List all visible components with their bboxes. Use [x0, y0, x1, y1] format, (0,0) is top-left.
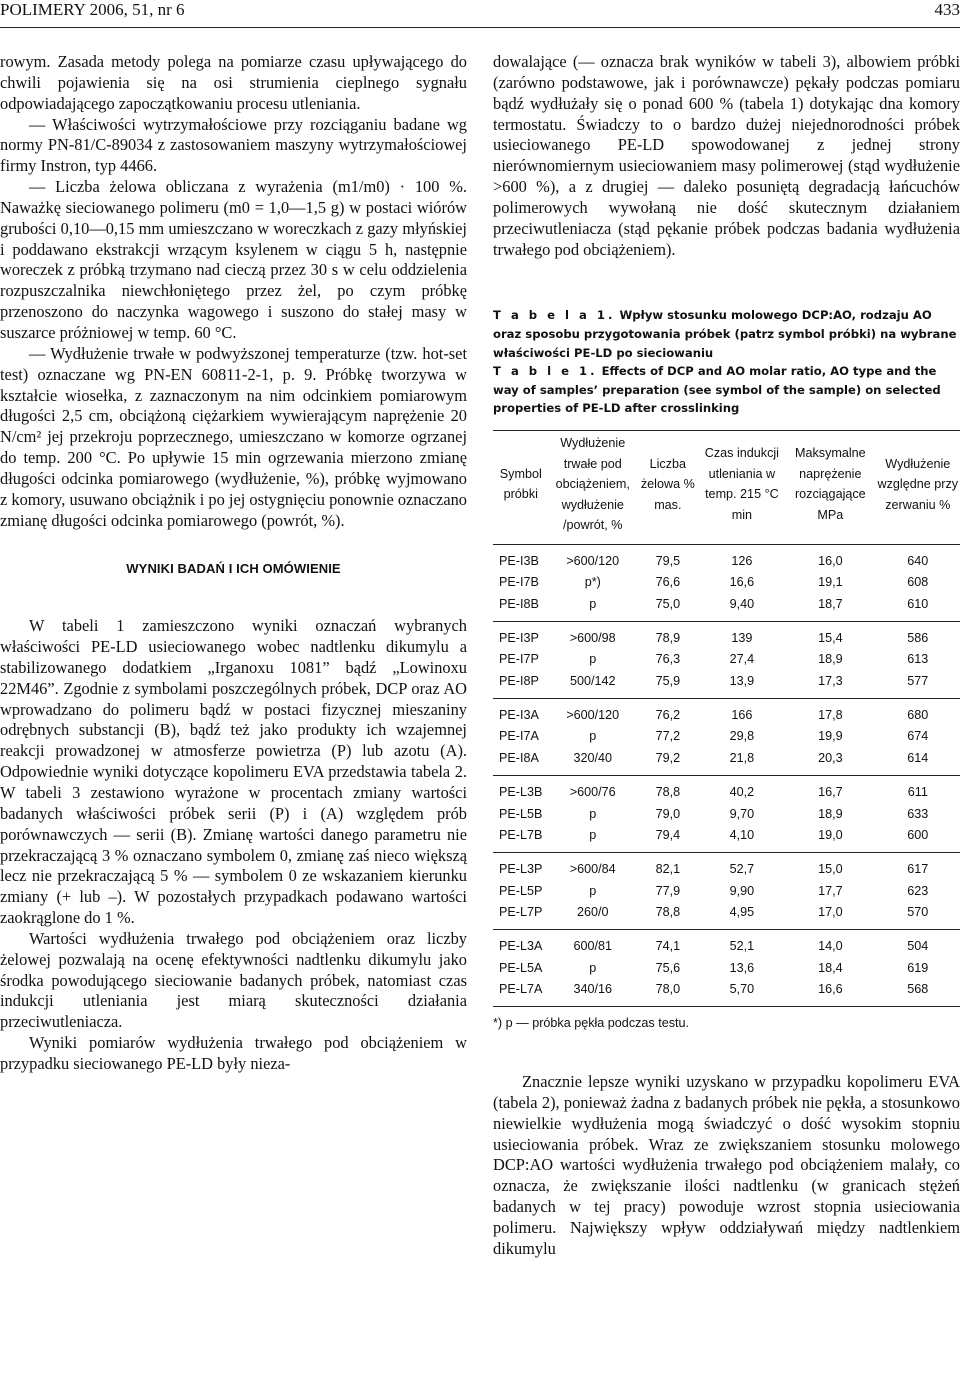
table-cell-value: 79,2 [655, 751, 681, 766]
table-cell-value: 52,1 [729, 939, 755, 954]
table-cell [637, 775, 699, 852]
table-cell-value: 18,7 [818, 596, 843, 611]
paragraph-eva: Znacznie lepsze wyniki uzyskano w przypadku kopolimeru EVA (tabela 2), ponieważ żadna z badanych próbek nie pękła, a stosunkowo niewielkie wydłużenia mogą świadczyć o dość wysokim stopniu usieciowania próbek. Wraz ze zwiększaniem stosunku molowego DCP:AO wartości wydłużenia trwałego pod obciążeniem malały, co oznacza, że zwiększanie ilości nadtlenku (w granicach stężeń badanych w tej pracy) powoduje wzrost stopnia usieciowania polimeru. Największy wpływ oddziaływań między nadtlenkiem dikumylu [493, 1072, 960, 1258]
table-row [493, 698, 960, 775]
table-cell-value: 76,2 [655, 707, 681, 722]
table-cell-value: 4,95 [729, 905, 755, 920]
paragraph-method-intro: rowym. Zasada metody polega na pomiarze czasu upływającego do chwili pojawienia się na osi strumienia cieplnego sygnału odpowiadającego zapoczątkowaniu procesu utleniania. [0, 52, 467, 113]
table-cell-value: >600/120 [566, 553, 620, 568]
table-cell-value: PE-I8B [499, 596, 539, 611]
table-cell-value: 126 [731, 553, 753, 568]
table-cell-value: 18,4 [818, 960, 843, 975]
table-cell-value: 74,1 [655, 939, 681, 954]
table-cell-value: 19,1 [818, 575, 843, 590]
table-cell [549, 775, 637, 852]
table-cell-value: 78,0 [655, 982, 681, 997]
table-cell [549, 698, 637, 775]
table-cell-value: 586 [907, 630, 929, 645]
table-cell-value: p [589, 729, 597, 744]
table-cell-value: p [589, 883, 597, 898]
table-header-row [493, 431, 960, 545]
table-cell [637, 852, 699, 929]
table-row-group [493, 544, 960, 621]
table-cell-value: p [589, 960, 597, 975]
table-cell-value: PE-L7A [499, 982, 543, 997]
table-cell-value: 78,9 [655, 630, 681, 645]
table-cell-value: 16,6 [818, 982, 843, 997]
table-cell [493, 852, 549, 929]
table-cell [699, 698, 785, 775]
paragraph-results-pe-ld: Wyniki pomiarów wydłużenia trwałego pod obciążeniem w przypadku sieciowanego PE-LD były nieza- [0, 1033, 467, 1073]
table-cell-value: PE-I7A [499, 729, 539, 744]
table-cell-value: PE-I7P [499, 652, 539, 667]
table-cell-value: >600/120 [566, 707, 620, 722]
table-cell-value: 613 [907, 652, 929, 667]
table-cell-value: 78,8 [655, 784, 681, 799]
table-cell [699, 621, 785, 698]
header-induction-time: Czas indukcji utleniania w temp. 215 °C min [704, 446, 779, 522]
table-cell-value: 20,3 [818, 751, 843, 766]
table-cell-value: PE-L7B [499, 828, 543, 843]
table-cell-value: 18,9 [818, 652, 843, 667]
table-cell [493, 775, 549, 852]
right-column [493, 52, 960, 1260]
header-elongation: Wydłużenie trwałe pod obciążeniem, wydłużenie /powrót, % [555, 436, 630, 532]
table-cell-value: 9,70 [729, 806, 755, 821]
table-cell-value: PE-I8P [499, 674, 539, 689]
table-cell [699, 930, 785, 1007]
table-cell [493, 930, 549, 1007]
table-cell [637, 621, 699, 698]
table-cell-value: >600/76 [569, 784, 616, 799]
table-row [493, 544, 960, 621]
table-cell-value: 17,7 [818, 883, 843, 898]
table-cell-value: 79,0 [655, 806, 681, 821]
table-cell [876, 852, 960, 929]
table-cell-value: PE-I8A [499, 751, 539, 766]
table-cell [699, 775, 785, 852]
section-heading: WYNIKI BADAŃ I ICH OMÓWIENIE [126, 561, 341, 577]
table-cell [876, 698, 960, 775]
table-cell-value: 617 [907, 861, 929, 876]
table-cell [785, 698, 876, 775]
table-cell [699, 852, 785, 929]
paragraph-gel-number: — Liczba żelowa obliczana z wyrażenia (m1/m0) · 100 %. Naważkę sieciowanego polimeru (m0 = 1,0—1,5 g) w postaci wiórów grubości 0,10—0,15 mm umieszczano w woreczkach z gazy młyńskiej i poddawano ekstrakcji wrzącym ksylenem w ciągu 5 h, następnie woreczek z próbką trzymano nad cieczą przez 30 s w celu oddzielenia rozpuszczalnika niewchłoniętego przez żel, po czym próbkę przenoszono do naczynka wagowego i suszono do stałej masy w suszarce próżniowej w temp. 60 °C. [0, 177, 467, 342]
table-cell-value: PE-L5P [499, 883, 543, 898]
table-cell [549, 544, 637, 621]
table-cell-value: 640 [907, 553, 929, 568]
table-cell [699, 544, 785, 621]
table-cell-value: 16,0 [818, 553, 843, 568]
table-cell [549, 930, 637, 1007]
table-cell-value: 9,40 [729, 596, 755, 611]
table-cell [637, 544, 699, 621]
table-cell-value: 79,5 [655, 553, 681, 568]
table-cell-value: PE-I3A [499, 707, 539, 722]
table-cell [876, 930, 960, 1007]
table-cell-value: p [589, 806, 597, 821]
table-cell-value: 611 [907, 784, 928, 799]
table-row-group [493, 852, 960, 929]
table-cell-value: 9,90 [729, 883, 755, 898]
table-cell-value: 76,3 [655, 652, 681, 667]
table-cell-value: 13,6 [729, 960, 755, 975]
table-cell-value: 82,1 [655, 861, 681, 876]
table-cell [493, 621, 549, 698]
table-cell-value: 504 [907, 939, 929, 954]
table-cell-value: PE-I3B [499, 553, 539, 568]
table-cell-value: PE-L3A [499, 939, 543, 954]
table-cell-value: PE-L5A [499, 960, 543, 975]
table-label-en: T a b l e 1. [493, 364, 598, 379]
table-cell-value: 16,6 [729, 575, 755, 590]
table-cell [493, 698, 549, 775]
table-cell-value: 17,0 [818, 905, 843, 920]
table-cell-value: 77,2 [655, 729, 681, 744]
table-row [493, 852, 960, 929]
table-cell-value: 13,9 [729, 674, 755, 689]
table-cell [785, 544, 876, 621]
table-cell-value: 19,0 [818, 828, 843, 843]
journal-citation: POLIMERY 2006, 51, nr 6 [0, 0, 185, 19]
table-label-pl: T a b e l a 1. [493, 308, 616, 323]
table-cell-value: 619 [907, 960, 929, 975]
table-cell-value: 79,4 [655, 828, 681, 843]
table-cell-value: 75,0 [655, 596, 681, 611]
table-cell-value: 680 [907, 707, 929, 722]
table-cell [549, 852, 637, 929]
table-cell-value: 18,9 [818, 806, 843, 821]
table-cell [876, 775, 960, 852]
table-cell-value: 608 [907, 575, 929, 590]
table-caption [493, 306, 960, 418]
table-cell-value: 577 [907, 674, 929, 689]
table-cell [876, 621, 960, 698]
table-row [493, 930, 960, 1007]
table-cell-value: 500/142 [569, 674, 616, 689]
paragraph-results-intro: W tabeli 1 zamieszczono wyniki oznaczań wybranych właściwości PE-LD usieciowanego wobec nadtlenku dikumylu a stabilizowanego dodatkiem „Irganoxu 1081” bądź „Lowinoxu 22M46”. Zgodnie z symbolami poszczególnych próbek, DCP oraz AO wprowadzano do polimeru bądź w postaci fizycznej mieszaniny odrębnych substancji (B), bądź też jako produkty ich wzajemnej reakcji prowadzonej w atmosferze powietrza (P) lub azotu (A). Odpowiednie wyniki dotyczące kopolimeru EVA przedstawia tabela 2. W tabeli 3 zestawiono wyrażone w procentach zmiany wartości badanych właściwości próbek serii (P) i (A) względem prób porównawczych — serii (B). Zmianę wartości danego parametru nie przekraczającą 3 % oznaczano symbolem 0, zmianę zaś nieco większą lecz nie przekraczającą 5 % — symbolem 0 ze wskazaniem kierunku zmiany (+ lub –). W pozostałych przypadkach podawano wartości zaokrąglone do 1 %. [0, 616, 467, 928]
table-cell-value: >600/98 [569, 630, 616, 645]
table-cell-value: PE-L5B [499, 806, 543, 821]
table-cell-value: 17,8 [818, 707, 843, 722]
table-cell-value: p [589, 652, 597, 667]
table-cell-value: 674 [907, 729, 929, 744]
table-row-group [493, 930, 960, 1007]
paragraph-hot-set: — Wydłużenie trwałe w podwyższonej temperaturze (tzw. hot-set test) oznaczane wg PN-EN 60811-2-1, p. 9. Próbkę tworzywa w kształcie wiosełka, z zaznaczonym na nim odcinkiem pomiarowym długości 2,5 cm, obciążoną ciężarkiem wywierającym naprężenie 20 N/cm² jej przekroju poprzecznego, umieszczano w komorze ogrzanej do temp. 200 °C. Po upływie 15 min ogrzewania mierzono zmianę długości odcinka pomiarowego (wydłużenie, %), próbkę wyjmowano z komory, usuwano obciążnik i po jej ostygnięciu ponownie oznaczano zmianę długości odcinka pomiarowego (powrót, %). [0, 343, 467, 530]
table-cell-value: 340/16 [573, 982, 613, 997]
table-cell [637, 930, 699, 1007]
results-table [493, 430, 960, 1007]
table-cell-value: >600/84 [569, 861, 616, 876]
header-gel-number: Liczba żelowa % mas. [640, 456, 695, 512]
table-cell-value: 5,70 [729, 982, 755, 997]
paragraph-tensile: — Właściwości wytrzymałościowe przy rozciąganiu badane wg normy PN-81/C-89034 z zastosowaniem maszyny wytrzymałościowej firmy Instron, typ 4466. [0, 114, 467, 176]
table-cell-value: p [589, 828, 597, 843]
page-header [0, 0, 960, 26]
table-row-group [493, 775, 960, 852]
table-cell-value: 166 [731, 707, 753, 722]
table-footnote: *) p — próbka pękła podczas testu. [493, 1016, 690, 1031]
table-row [493, 621, 960, 698]
table-cell-value: 139 [731, 630, 753, 645]
table-cell-value: 15,0 [818, 861, 843, 876]
table-caption-en [493, 362, 960, 418]
table-cell [876, 544, 960, 621]
page-number: 433 [934, 0, 960, 19]
table-cell-value: 260/0 [577, 905, 609, 920]
table-cell-value: 78,8 [655, 905, 681, 920]
table-cell-value: 320/40 [573, 751, 613, 766]
table-cell-value: p [589, 596, 597, 611]
table-cell-value: 633 [907, 806, 929, 821]
table-cell-value: 77,9 [655, 883, 681, 898]
table-cell-value: 16,7 [818, 784, 843, 799]
table-cell-value: PE-L3P [499, 861, 543, 876]
table-cell-value: 600/81 [573, 939, 613, 954]
header-rule [0, 27, 960, 28]
table-cell-value: 75,6 [655, 960, 681, 975]
table-cell-value: 52,7 [729, 861, 755, 876]
table-cell [637, 698, 699, 775]
table-caption-pl [493, 306, 960, 362]
table-cell-value: 600 [907, 828, 929, 843]
header-max-stress: Maksymalne naprężenie rozciągające MPa [794, 446, 866, 522]
table-cell-value: 21,8 [729, 751, 755, 766]
table-cell [785, 621, 876, 698]
table-cell-value: 19,9 [818, 729, 843, 744]
table-row [493, 775, 960, 852]
table-cell-value: 4,10 [729, 828, 755, 843]
table-cell-value: 610 [907, 596, 929, 611]
table-cell-value: PE-I7B [499, 575, 539, 590]
table-cell-value: 40,2 [729, 784, 755, 799]
table-cell [785, 930, 876, 1007]
paragraph-continuation: dowalające (— oznacza brak wyników w tabeli 3), albowiem próbki (zarówno podstawowe, jak i porównawcze) pękały podczas pomiaru bądź wydłużały się o ponad 600 % (tabela 1) dotykając dna komory termostatu. Świadczy to o bardzo dużej niejednorodności próbek usieciowanego PE-LD spowodowanej z jednej strony nierównomiernym usieciowaniem masy polimerowej (stąd wydłużenie >600 %), a z drugiej — daleko posuniętą degradacją łańcuchów polimerowych wywołaną nie dość skutecznym działaniem przeciwutleniacza (stąd pękanie próbek podczas badania wydłużenia trwałego pod obciążeniem). [493, 52, 960, 259]
table-cell-value: 17,3 [818, 674, 843, 689]
table-cell-value: 623 [907, 883, 929, 898]
table-row-group [493, 698, 960, 775]
table-cell-value: PE-L3B [499, 784, 543, 799]
table-title-en: Effects of DCP and AO molar ratio, AO type and the way of samples’ preparation (see symbol of the sample) on selected properties of PE-LD after crosslinking [493, 364, 941, 416]
table-cell-value: p*) [584, 575, 601, 590]
table-row-group [493, 621, 960, 698]
table-cell-value: PE-L7P [499, 905, 543, 920]
table-cell-value: 614 [907, 751, 929, 766]
table-cell-value: 14,0 [818, 939, 843, 954]
table-title-pl: Wpływ stosunku molowego DCP:AO, rodzaju AO oraz sposobu przygotowania próbek (patrz symbol próbki) na wybrane właściwości PE-LD po sieciowaniu [493, 308, 957, 360]
table-cell-value: 570 [907, 905, 929, 920]
table-cell-value: 568 [907, 982, 929, 997]
table-cell-value: 15,4 [818, 630, 843, 645]
left-column [0, 52, 467, 1075]
table-cell [493, 544, 549, 621]
table-cell [549, 621, 637, 698]
table-cell [785, 852, 876, 929]
paragraph-results-efficiency: Wartości wydłużenia trwałego pod obciążeniem oraz liczby żelowej pozwalają na ocenę efektywności nadtlenku dikumylu jako środka powodującego sieciowanie badanych próbek, natomiast czas indukcji utleniania jest miarą skuteczności działania przeciwutleniacza. [0, 928, 467, 1032]
table-cell-value: 76,6 [655, 575, 681, 590]
header-symbol: Symbol próbki [499, 466, 542, 502]
table-cell-value: PE-I3P [499, 630, 539, 645]
table-cell-value: 27,4 [729, 652, 755, 667]
table-cell-value: 75,9 [655, 674, 681, 689]
header-elongation-break: Wydłużenie względne przy zerwaniu % [877, 456, 959, 512]
table-cell-value: 29,8 [729, 729, 755, 744]
table-cell [785, 775, 876, 852]
